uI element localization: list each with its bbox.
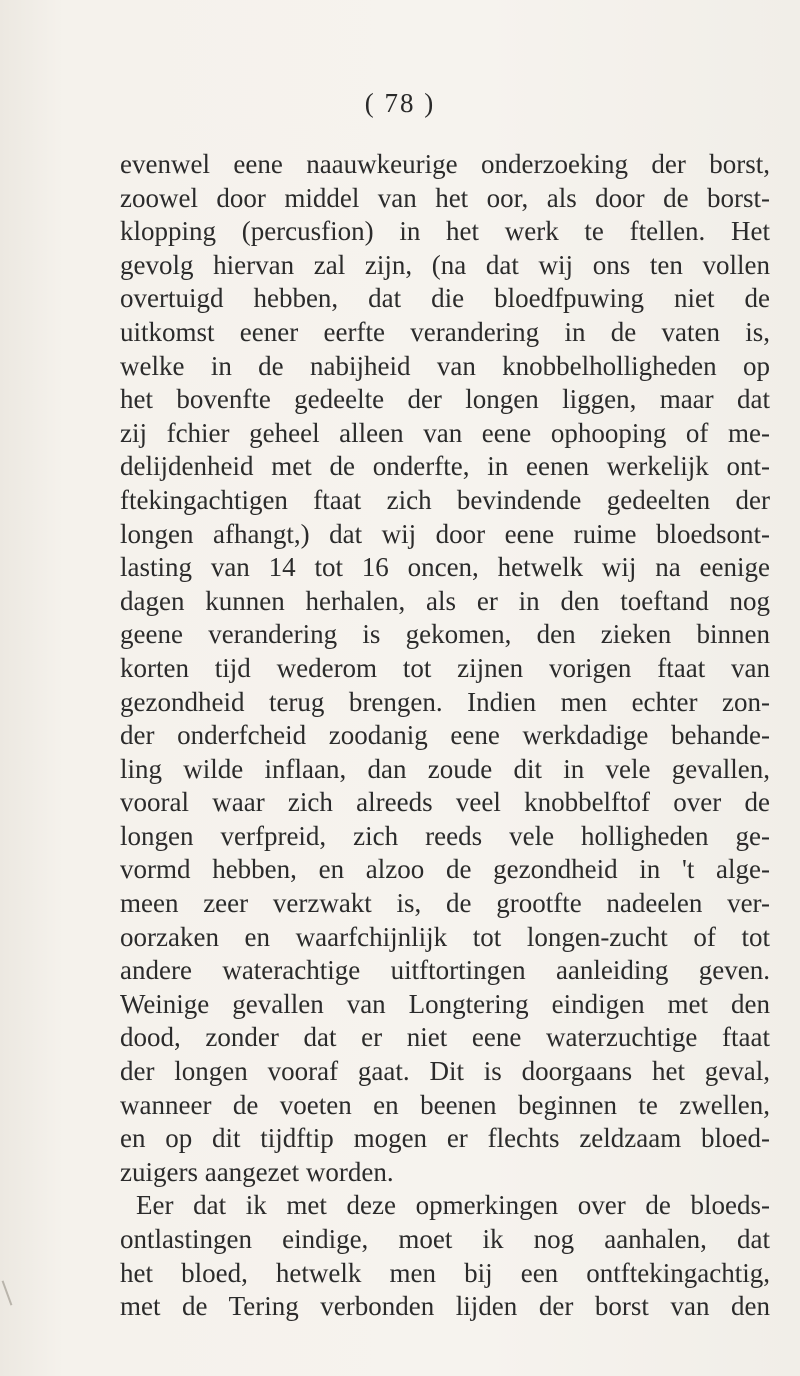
text-line: het bloed, hetwelk men bij een ontftekingachtig, (120, 1257, 770, 1288)
text-line: vormd hebben, en alzoo de gezondheid in 't alge- (120, 854, 770, 885)
text-line: longen afhangt,) dat wij door eene ruime bloedsont- (120, 518, 770, 549)
text-line: der longen vooraf gaat. Dit is doorgaans het geval, (120, 1056, 770, 1087)
text-line: uitkomst eener eerfte verandering in de vaten is, (120, 316, 770, 347)
text-line: klopping (percusfion) in het werk te ftellen. Het (120, 216, 770, 247)
text-line: evenwel eene naauwkeurige onderzoeking der borst, (120, 149, 770, 179)
text-line: zoowel door middel van het oor, als door de borst- (120, 182, 770, 213)
text-line: gezondheid terug brengen. Indien men echter zon- (120, 686, 770, 717)
text-line: ftekingachtigen ftaat zich bevindende gedeelten der (120, 484, 770, 515)
text-line: delijdenheid met de onderfte, in eenen werkelijk ont- (120, 451, 770, 482)
text-line: vooral waar zich alreeds veel knobbelftof over de (120, 787, 770, 818)
page-number: ( 78 ) (364, 88, 436, 118)
text-line: ling wilde inflaan, dan zoude dit in vele gevallen, (120, 753, 770, 784)
text-line: wanneer de voeten en beenen beginnen te zwellen, (120, 1089, 770, 1120)
text-line: oorzaken en waarfchijnlijk tot longen-zucht of tot (120, 921, 770, 952)
text-line: geene verandering is gekomen, den zieken binnen (120, 619, 770, 650)
text-line: meen zeer verzwakt is, de grootfte nadeelen ver- (120, 888, 770, 919)
text-line: longen verfpreid, zich reeds vele holligheden ge- (120, 820, 770, 851)
text-line: lasting van 14 tot 16 oncen, hetwelk wij na eenige (120, 552, 770, 583)
margin-pencil-mark (2, 1280, 13, 1305)
text-line: dood, zonder dat er niet eene waterzuchtige ftaat (120, 1022, 770, 1053)
text-line-paragraph-end: zuigers aangezet worden. (120, 1156, 394, 1187)
text-line-paragraph-start: Eer dat ik met deze opmerkingen over de bloeds- (136, 1190, 770, 1221)
text-line: Weinige gevallen van Longtering eindigen met den (120, 988, 770, 1019)
text-line: gevolg hiervan zal zijn, (na dat wij ons ten vollen (120, 249, 770, 280)
text-line: dagen kunnen herhalen, als er in den toeftand nog (120, 585, 770, 616)
text-line: korten tijd wederom tot zijnen vorigen ftaat van (120, 652, 770, 683)
text-line: met de Tering verbonden lijden der borst van den (120, 1291, 770, 1322)
text-line: en op dit tijdftip mogen er flechts zeldzaam bloed- (120, 1123, 770, 1154)
text-line: welke in de nabijheid van knobbelholligheden op (120, 350, 770, 381)
text-line: ontlastingen eindige, moet ik nog aanhalen, dat (120, 1224, 770, 1254)
body-text (120, 148, 770, 1324)
text-line: der onderfcheid zoodanig eene werkdadige behande- (120, 720, 770, 751)
text-line: andere waterachtige uitftortingen aanleiding geven. (120, 955, 770, 986)
text-line: het bovenfte gedeelte der longen liggen, maar dat (120, 384, 770, 415)
text-line: zij fchier geheel alleen van eene ophooping of me- (120, 417, 770, 448)
text-line: overtuigd hebben, dat die bloedfpuwing niet de (120, 283, 770, 314)
